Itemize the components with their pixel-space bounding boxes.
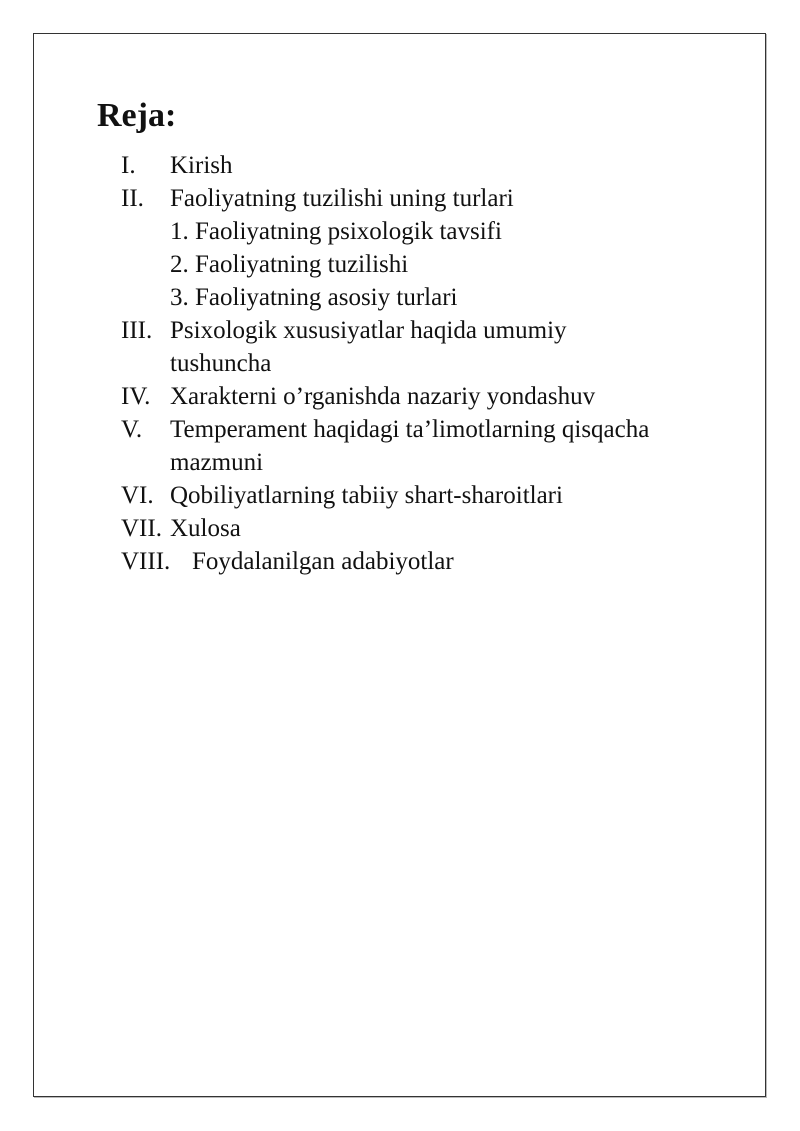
toc-item-6 xyxy=(0,479,800,512)
toc-subitem-2 xyxy=(0,248,800,281)
toc-item-number: V. xyxy=(121,416,143,443)
toc-item-text: Xulosa xyxy=(170,515,241,542)
toc-item-text: Temperament haqidagi ta’limotlarning qisqacha xyxy=(170,416,650,443)
toc-item-5 xyxy=(0,413,800,446)
toc-item-number: VI. xyxy=(121,482,154,509)
toc-item-4 xyxy=(0,380,800,413)
toc-item-text: Kirish xyxy=(170,152,233,179)
toc-subitem-text: 3. Faoliyatning asosiy turlari xyxy=(170,284,458,311)
toc-item-text: Xarakterni o’rganishda nazariy yondashuv xyxy=(170,383,596,410)
toc-item-number: VII. xyxy=(121,515,162,542)
toc-item-text: Psixologik xususiyatlar haqida umumiy xyxy=(170,317,567,344)
toc-item-5-continuation xyxy=(0,446,800,479)
toc-item-text: tushuncha xyxy=(170,350,272,377)
toc-item-number: II. xyxy=(121,185,144,212)
toc-item-text: Faoliyatning tuzilishi uning turlari xyxy=(170,185,514,212)
toc-subitem-text: 1. Faoliyatning psixologik tavsifi xyxy=(170,218,502,245)
page-title: Reja: xyxy=(97,97,177,134)
toc-item-7 xyxy=(0,512,800,545)
toc-subitem-3 xyxy=(0,281,800,314)
toc-item-number: I. xyxy=(121,152,136,179)
toc-item-3-continuation xyxy=(0,347,800,380)
toc-subitem-1 xyxy=(0,215,800,248)
toc-item-3 xyxy=(0,314,800,347)
toc-subitem-text: 2. Faoliyatning tuzilishi xyxy=(170,251,409,278)
toc-item-number: VIII. xyxy=(121,548,171,575)
toc-item-2 xyxy=(0,182,800,215)
toc-item-text: mazmuni xyxy=(170,449,264,476)
toc-item-8 xyxy=(0,545,800,578)
toc-item-1 xyxy=(0,149,800,182)
toc-item-number: IV. xyxy=(121,383,151,410)
toc-item-text: Foydalanilgan adabiyotlar xyxy=(192,548,454,575)
toc-item-number: III. xyxy=(121,317,153,344)
table-of-contents xyxy=(0,149,800,578)
toc-item-text: Qobiliyatlarning tabiiy shart-sharoitlari xyxy=(170,482,563,509)
